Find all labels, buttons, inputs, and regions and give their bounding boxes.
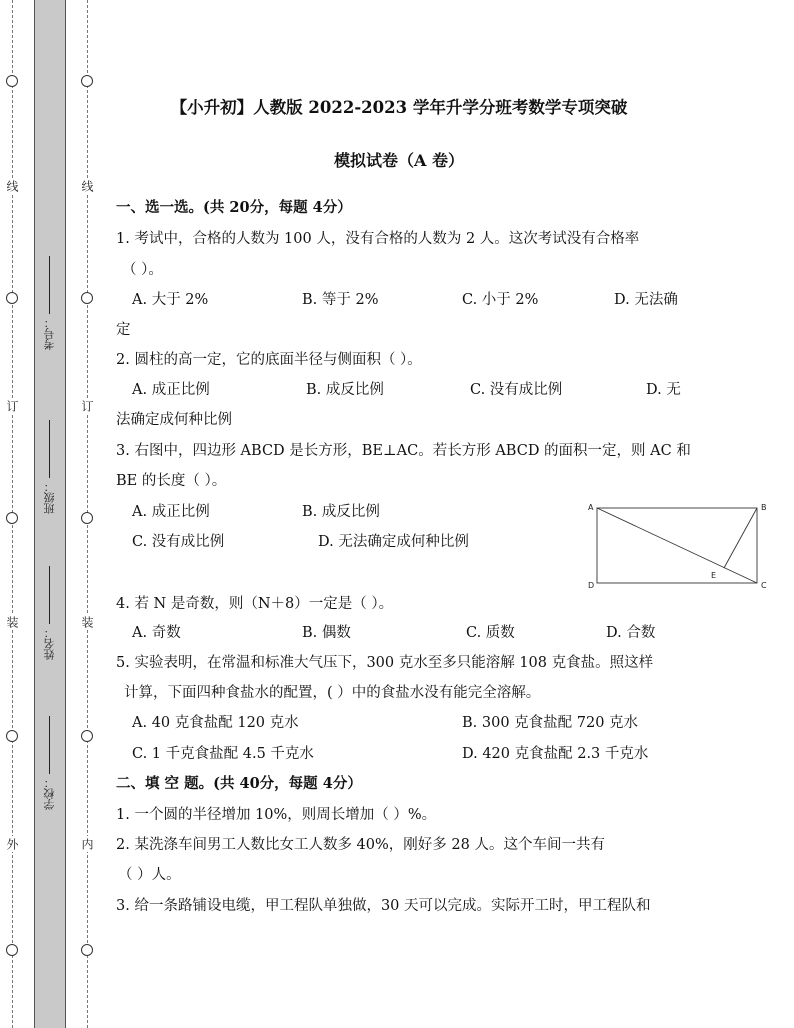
q2-option-b: B. 成反比例 bbox=[306, 382, 384, 398]
q5-option-b: B. 300 克食盐配 720 克水 bbox=[462, 715, 639, 731]
label-e: E bbox=[711, 571, 717, 580]
outer-char-zhuang: 装 bbox=[5, 616, 19, 628]
binding-hole bbox=[81, 512, 93, 524]
fill-q1: 1. 一个圆的半径增加 10%，则周长增加（ ）%。 bbox=[116, 807, 437, 823]
q1-option-d: D. 无法确 bbox=[614, 292, 678, 308]
q2-option-d-tail: 法确定成何种比例 bbox=[116, 412, 232, 428]
q5-option-d: D. 420 克食盐配 2.3 千克水 bbox=[462, 746, 649, 762]
binding-hole bbox=[6, 512, 18, 524]
q3-stem: 3. 右图中，四边形 ABCD 是长方形，BE⊥AC。若长方形 ABCD 的面积一定，则 AC 和 bbox=[116, 443, 691, 459]
q3-option-d: D. 无法确定成何种比例 bbox=[318, 534, 469, 550]
segment-be bbox=[724, 508, 757, 568]
q3-option-c: C. 没有成比例 bbox=[132, 534, 225, 550]
binding-hole bbox=[81, 292, 93, 304]
label-c: C bbox=[761, 581, 767, 590]
q4-option-a: A. 奇数 bbox=[132, 625, 181, 641]
q3-option-b: B. 成反比例 bbox=[302, 504, 380, 520]
label-b: B bbox=[761, 503, 767, 512]
q5-stem: 5. 实验表明，在常温和标准大气压下，300 克水至多只能溶解 108 克食盐。照这样 bbox=[116, 655, 654, 671]
q3-option-a: A. 成正比例 bbox=[132, 504, 210, 520]
inner-char-xian: 线 bbox=[80, 180, 94, 192]
q2-option-a: A. 成正比例 bbox=[132, 382, 210, 398]
binding-hole bbox=[6, 75, 18, 87]
binding-hole bbox=[6, 944, 18, 956]
page-title: 【小升初】人教版 2022-2023 学年升学分班考数学专项突破 bbox=[170, 98, 628, 117]
binding-hole bbox=[81, 944, 93, 956]
rectangle-diagram bbox=[585, 500, 775, 595]
label-a: A bbox=[588, 503, 594, 512]
binding-hole bbox=[6, 292, 18, 304]
fill-q2-blank: （ ）人。 bbox=[118, 867, 181, 883]
fill-q2: 2. 某洗涤车间男工人数比女工人数多 40%，刚好多 28 人。这个车间一共有 bbox=[116, 837, 605, 853]
q1-option-c: C. 小于 2% bbox=[462, 292, 539, 308]
field-name[interactable]: 姓名： bbox=[42, 566, 58, 660]
binding-hole bbox=[81, 730, 93, 742]
q4-stem: 4. 若 N 是奇数，则（N＋8）一定是（ ）。 bbox=[116, 596, 394, 612]
q1-option-a: A. 大于 2% bbox=[132, 292, 209, 308]
q1-option-d-tail: 定 bbox=[116, 322, 131, 338]
q4-option-d: D. 合数 bbox=[606, 625, 656, 641]
q2-option-c: C. 没有成比例 bbox=[470, 382, 563, 398]
field-exam-number[interactable]: 考号： bbox=[42, 256, 58, 350]
inner-char-nei: 内 bbox=[80, 838, 94, 850]
section-heading-fill: 二、填 空 题。(共 40分，每题 4分） bbox=[116, 775, 362, 792]
inner-char-ding: 订 bbox=[80, 400, 94, 412]
q1-option-b: B. 等于 2% bbox=[302, 292, 379, 308]
binding-strip bbox=[34, 0, 66, 1028]
q3-stem-blank: BE 的长度（ ）。 bbox=[116, 473, 227, 489]
fill-q3: 3. 给一条路铺设电缆，甲工程队单独做，30 天可以完成。实际开工时，甲工程队和 bbox=[116, 898, 651, 914]
field-class[interactable]: 班级： bbox=[42, 420, 58, 514]
q2-option-d: D. 无 bbox=[646, 382, 681, 398]
outer-char-wai: 外 bbox=[5, 838, 19, 850]
q2-stem: 2. 圆柱的高一定，它的底面半径与侧面积（ ）。 bbox=[116, 352, 422, 368]
q5-option-a: A. 40 克食盐配 120 克水 bbox=[132, 715, 299, 731]
binding-hole bbox=[6, 730, 18, 742]
q5-stem-cont: 计算，下面四种食盐水的配置，( ）中的食盐水没有能完全溶解。 bbox=[124, 685, 541, 701]
section-heading-choice: 一、选一选。(共 20分，每题 4分） bbox=[116, 199, 352, 216]
label-d: D bbox=[588, 581, 595, 590]
page-subtitle: 模拟试卷（A 卷） bbox=[334, 151, 464, 170]
outer-char-xian: 线 bbox=[5, 180, 19, 192]
q1-stem-blank: （ ）。 bbox=[122, 262, 163, 278]
q5-option-c: C. 1 千克食盐配 4.5 千克水 bbox=[132, 746, 314, 762]
diagonal-ac bbox=[597, 508, 757, 583]
q4-option-b: B. 偶数 bbox=[302, 625, 351, 641]
outer-char-ding: 订 bbox=[5, 400, 19, 412]
q1-stem: 1. 考试中，合格的人数为 100 人，没有合格的人数为 2 人。这次考试没有合格率 bbox=[116, 231, 640, 247]
binding-hole bbox=[81, 75, 93, 87]
q4-option-c: C. 质数 bbox=[466, 625, 515, 641]
inner-char-zhuang: 装 bbox=[80, 616, 94, 628]
field-school[interactable]: 学校： bbox=[42, 716, 58, 810]
